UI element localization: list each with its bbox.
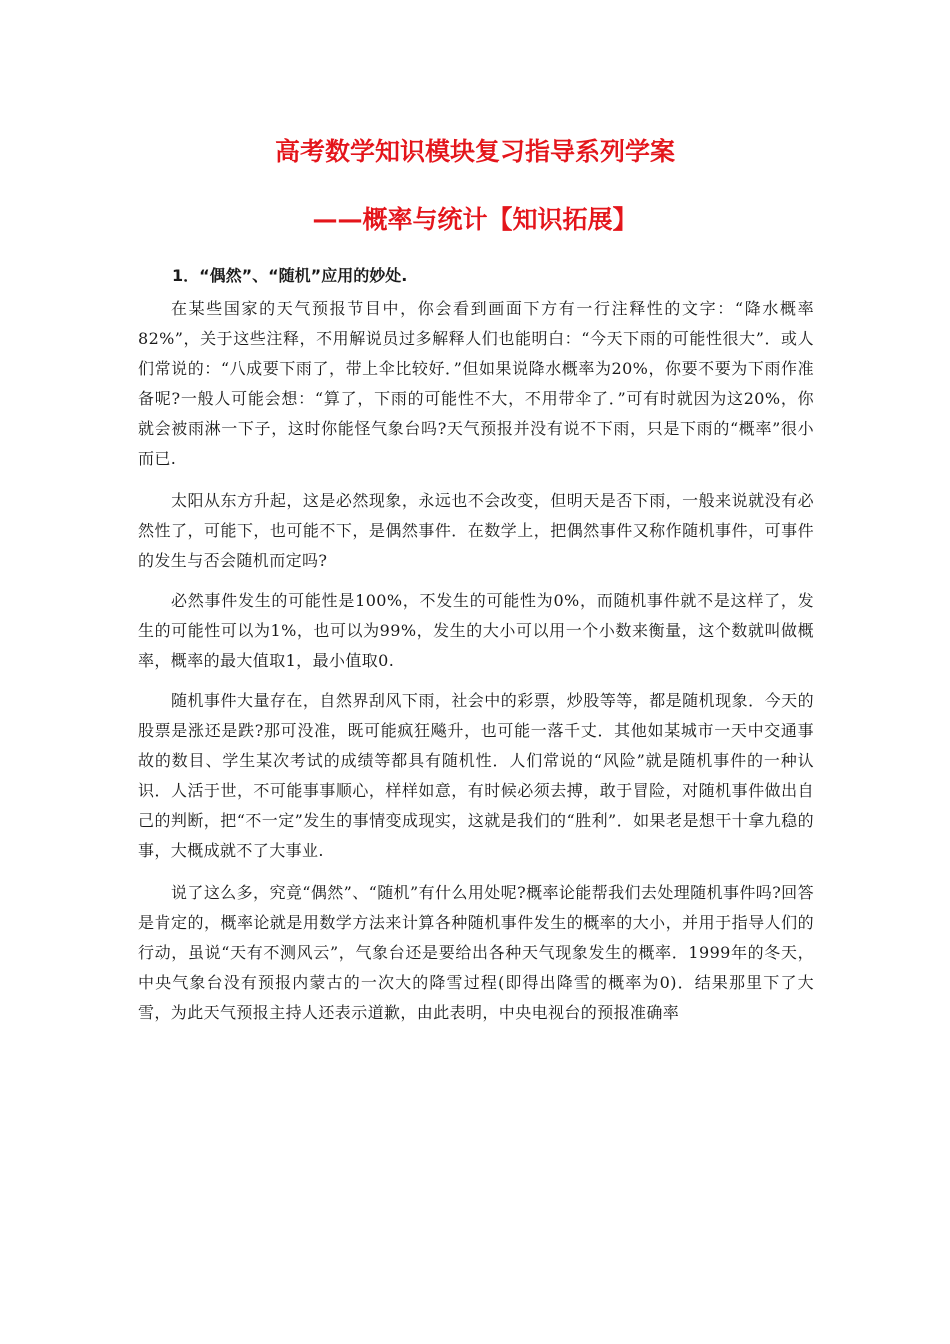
paragraph-probability-use: 说了这么多，究竟“偶然”、“随机”有什么用处呢?概率论能帮我们去处理随机事件吗?回答是肯定的，概率论就是用数学方法来计算各种随机事件发生的概率的大小，并用于指导人们的行动，虽说“天有不测风云”，气象台还是要给出各种天气现象发生的概率．1999年的冬天，中央气象台没有预报内蒙古的一次大的降雪过程(即得出降雪的概率为0)．结果那里下了大雪，为此天气预报主持人还表示道歉，由此表明，中央电视台的预报准确率: [138, 883, 814, 1022]
document-subtitle: ——概率与统计【知识拓展】: [312, 205, 638, 234]
paragraph-randomness-examples: 随机事件大量存在，自然界刮风下雨，社会中的彩票，炒股等等，都是随机现象．今天的股票是涨还是跌?那可没准，既可能疯狂飚升，也可能一落千丈．其他如某城市一天中交通事故的数目、学生某次考试的成绩等都具有随机性．人们常说的“风险”就是随机事件的一种认识．人活于世，不可能事事顺心，样样如意，有时候必须去搏，敢于冒险，对随机事件做出自己的判断，把“不一定”发生的事情变成现实，这就是我们的“胜利”．如果老是想干十拿九稳的事，大概成就不了大事业.: [138, 691, 814, 860]
document-title: 高考数学知识模块复习指导系列学案: [274, 137, 675, 166]
paragraph-weather-forecast: 在某些国家的天气预报节目中，你会看到画面下方有一行注释性的文字：“降水概率82%”，关于这些注释，不用解说员过多解释人们也能明白：“今天下雨的可能性很大”．或人们常说的：“八成要下雨了，带上伞比较好．”但如果说降水概率为20%，你要不要为下雨作准备呢?一般人可能会想：“算了，下雨的可能性不大，不用带伞了．”可有时就因为这20%，你就会被雨淋一下子，这时你能怪气象台吗?天气预报并没有说不下雨，只是下雨的“概率”很小而已.: [138, 299, 814, 468]
paragraph-random-events: 太阳从东方升起，这是必然现象，永远也不会改变，但明天是否下雨，一般来说就没有必然性了，可能下，也可能不下，是偶然事件．在数学上，把偶然事件又称作随机事件，可事件的发生与否会随机而定吗?: [138, 491, 814, 570]
paragraph-probability-range: 必然事件发生的可能性是100%，不发生的可能性为0%，而随机事件就不是这样了，发生的可能性可以为1%，也可以为99%，发生的大小可以用一个小数来衡量，这个数就叫做概率，概率的最大值取1，最小值取0.: [138, 591, 814, 670]
section-heading: 1．“偶然”、“随机”应用的妙处.: [172, 266, 408, 285]
document-body: [138, 294, 814, 1040]
